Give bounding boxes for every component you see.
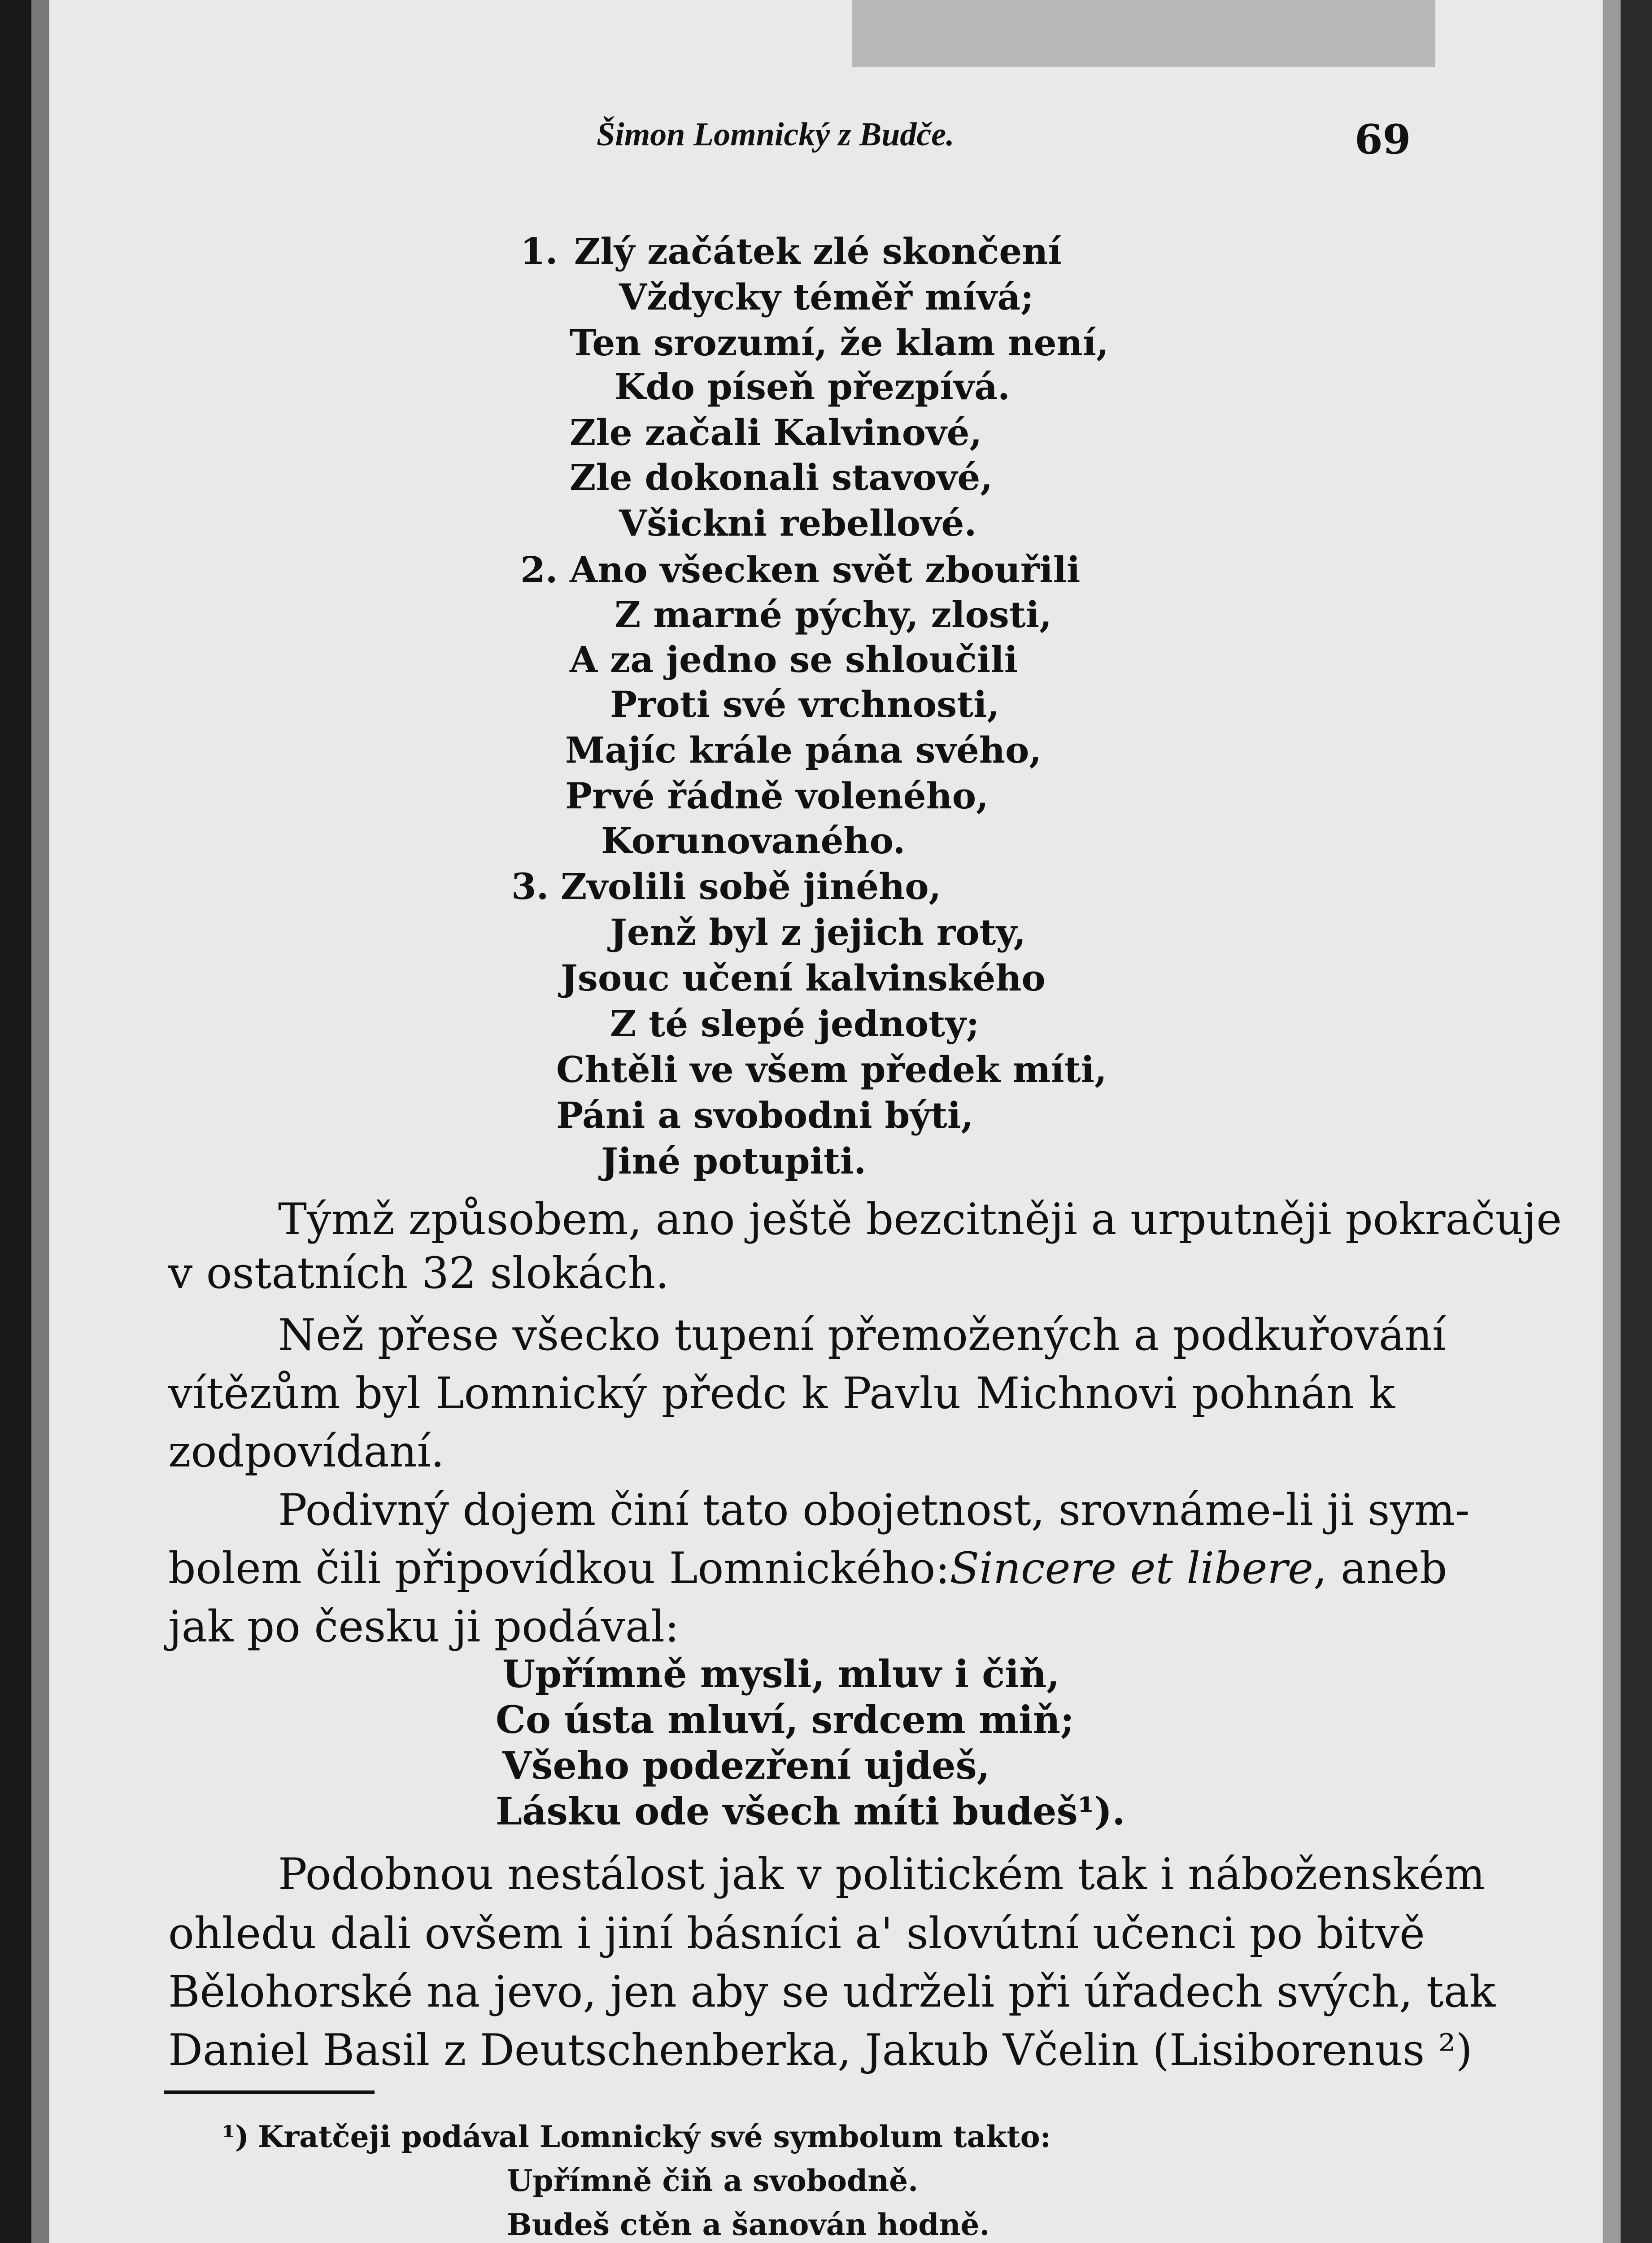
footnote-text: Kratčeji podával Lomnický své symbolum takto: [258,2119,1051,2154]
poem-line: Korunovaného. [601,820,906,862]
motto-latin: Sincere et libere [950,1543,1313,1593]
paragraph-line: jak po česku ji podával: [168,1602,680,1652]
poem-line: Páni a svobodni býti, [556,1094,974,1136]
footnote-verse: Upřímně čiň a svobodně. [507,2163,919,2198]
running-title: Šimon Lomnický z Budče. [597,116,955,153]
poem-line: Kdo píseň přezpívá. [615,366,1010,408]
poem-line: Jiné potupiti. [601,1140,867,1182]
paragraph-text: , aneb [1313,1543,1447,1593]
paragraph-line: Podobnou nestálost jak v politickém tak i náboženském [278,1849,1485,1899]
poem-line: Zle dokonali stavové, [570,456,993,498]
scan-top-bleed [852,0,1435,67]
poem-line: Ano všecken svět zbouřili [570,549,1081,591]
stanza-number: 1. [520,230,558,272]
poem-line: Z té slepé jednoty; [610,1003,980,1045]
motto-latin-group [950,1543,1447,1593]
paragraph-line: Daniel Basil z Deutschenberka, Jakub Včelin (Lisiborenus ²) [168,2025,1473,2075]
motto-line: Upřímně mysli, mluv i čiň, [502,1652,1060,1696]
paragraph-line: Podivný dojem činí tato obojetnost, srovnáme-li ji sym- [278,1485,1470,1535]
footnote-marker: ¹) [222,2119,249,2154]
poem-line: Ten srozumí, že klam není, [570,322,1109,364]
stanza-number: 3. [511,865,549,908]
footnote-verse: Budeš ctěn a šanován hodně. [507,2207,990,2242]
poem-line: Z marné pýchy, zlosti, [615,593,1052,636]
page-number: 69 [1355,116,1411,163]
poem-line: Zle začali Kalvinové, [570,411,982,454]
paragraph-text: bolem čili připovídkou Lomnického: [168,1543,950,1593]
motto-line: Lásku ode všech míti budeš¹). [496,1789,1125,1833]
scan-right-shadow [1603,0,1621,2243]
poem-line: A za jedno se shloučili [570,638,1018,681]
scan-left-shadow [31,0,49,2243]
paragraph-line: Týmž způsobem, ano ještě bezcitněji a urputněji pokračuje [278,1194,1562,1244]
paragraph-line: vítězům byl Lomnický předc k Pavlu Michnovi pohnán k [168,1368,1395,1418]
motto-line: Co ústa mluví, srdcem miň; [496,1698,1074,1742]
motto-line: Všeho podezření ujdeš, [502,1743,990,1788]
paragraph-line: Bělohorské na jevo, jen aby se udrželi při úřadech svých, tak [168,1967,1496,2017]
poem-line: Prvé řádně voleného, [565,775,989,817]
poem-line: Všickni rebellové. [619,502,977,544]
paragraph-line [168,1543,1447,1593]
paragraph-line: ohledu dali ovšem i jiní básníci a' slovútní učenci po bitvě [168,1908,1425,1959]
stanza-number: 2. [520,549,558,591]
paragraph-line: zodpovídaní. [168,1427,445,1477]
paragraph-line: v ostatních 32 slokách. [168,1248,669,1298]
poem-line: Zvolili sobě jiného, [561,865,942,908]
poem-line: Majíc krále pána svého, [565,729,1042,771]
scan-right-edge [1621,0,1652,2243]
scan-left-edge [0,0,31,2243]
poem-line: Zlý začátek zlé skončení [574,230,1062,272]
poem-line: Jenž byl z jejich roty, [610,911,1026,953]
poem-line: Vždycky téměř mívá; [619,276,1034,318]
poem-line: Jsouc učení kalvinského [561,957,1046,999]
poem-line: Chtěli ve všem předek míti, [556,1048,1107,1091]
footnote-rule [164,2090,375,2094]
paragraph-line: Než přese všecko tupení přemožených a podkuřování [278,1310,1446,1360]
poem-line: Proti své vrchnosti, [610,683,1000,725]
